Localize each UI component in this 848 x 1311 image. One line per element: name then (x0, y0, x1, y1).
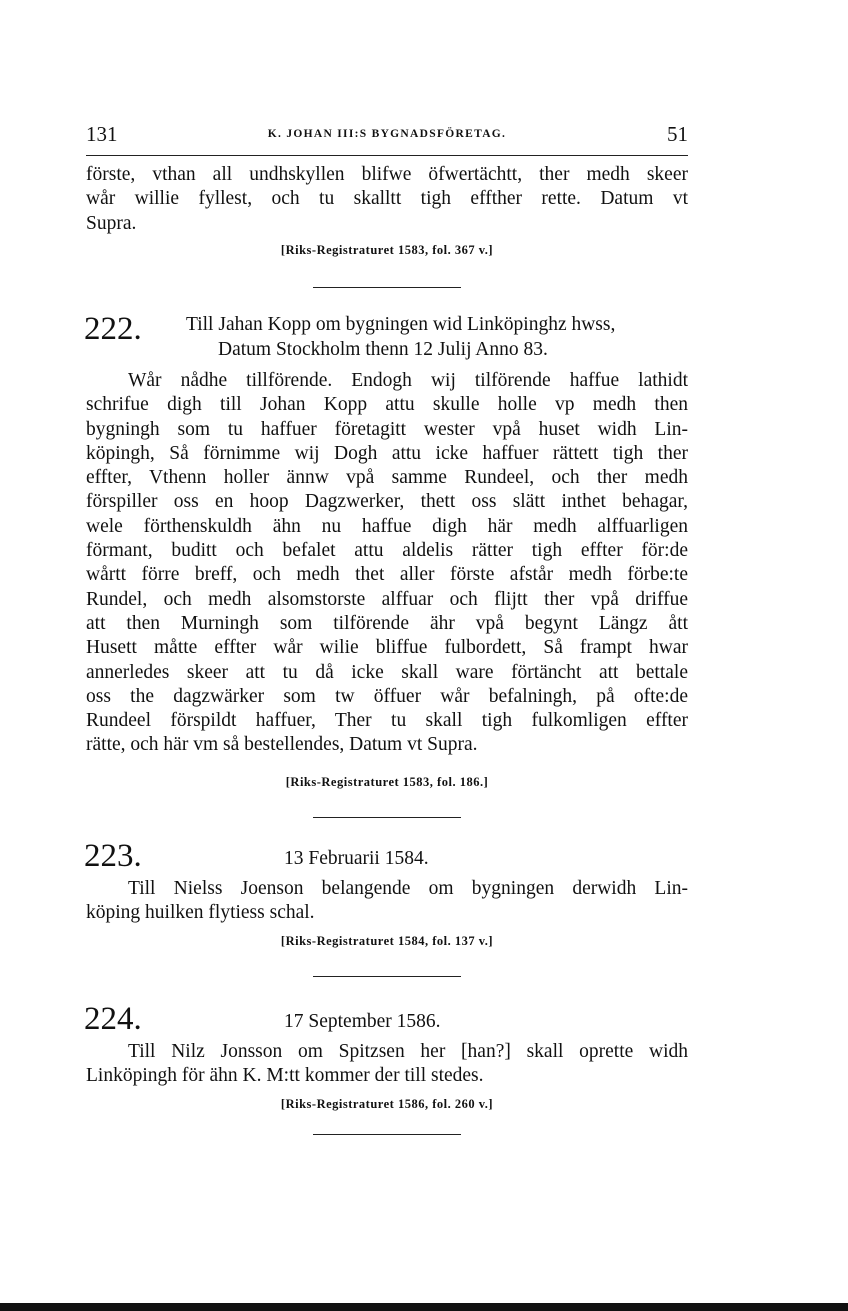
text-line: Till Nilz Jonsson om Spitzsen her [han?] skall oprette widh (128, 1041, 688, 1062)
text-line: Rundel, och medh alsomstorste alffuar och flijtt ther vpå driffue (86, 588, 688, 610)
source-citation: [Riks-Registraturet 1583, fol. 186.] (285, 775, 489, 789)
entry-body (86, 369, 688, 758)
text-line: att then Murningh som tilförende ähr vpå begynt Längz ått (86, 612, 688, 634)
section-divider (313, 1134, 461, 1135)
entry-body (86, 1040, 688, 1089)
text-line: förspiller oss en hoop Dagzwerker, thett oss slätt inthet behagar, (86, 491, 688, 513)
text-line: Wår nådhe tillförende. Endogh wij tilförende haffue lathidt (128, 370, 688, 391)
text-line: effter, Vthenn holler ännw vpå samme Rundeel, och ther medh (86, 467, 688, 489)
entry-number: 223. (84, 838, 142, 874)
header-rule (86, 155, 688, 156)
page-header (86, 122, 688, 150)
section-divider (313, 976, 461, 977)
entry-title-line: Datum Stockholm thenn 12 Julij Anno 83. (218, 339, 548, 360)
page-number-left: 131 (86, 122, 118, 146)
running-head: K. JOHAN III:S BYGNADSFÖRETAG. (267, 128, 507, 140)
text-line: förmant, buditt och befalet attu aldelis rätter tigh effter för:de (86, 540, 688, 562)
text-line: rätte, och här vm så bestellendes, Datum vt Supra. (86, 734, 478, 756)
text-line: wele förthenskuldh ähn nu haffue digh här medh alffuarligen (86, 515, 688, 537)
text-line: Rundeel förspildt haffuer, Ther tu skall tigh fulkomligen effter (86, 710, 688, 732)
text-line: schrifue digh till Johan Kopp attu skulle holle vp medh then (86, 394, 688, 416)
text-line: bygningh som tu haffuer företagitt wester vpå huset widh Lin- (86, 418, 688, 440)
source-citation: [Riks-Registraturet 1583, fol. 367 v.] (280, 243, 494, 257)
entry-body (86, 877, 688, 926)
text-line: wår willie fyllest, och tu skalltt tigh effther rette. Datum vt (86, 188, 688, 210)
section-divider (313, 287, 461, 288)
text-line: wårtt förre breff, och medh thet aller förste afstår medh förbe:te (86, 564, 688, 586)
page-number-right: 51 (667, 122, 688, 146)
text-line: köpingh, Så förnimme wij Dogh attu icke haffuer rättett tigh ther (86, 442, 688, 464)
entry-title-line: Till Jahan Kopp om bygningen wid Linköpinghz hwss, (186, 314, 616, 335)
text-line: Supra. (86, 212, 137, 234)
text-line: Till Nielss Joenson belangende om bygningen derwidh Lin- (128, 878, 688, 899)
text-line: Husett måtte effter wår wilie bliffue fulbordett, Så frampt hwar (86, 637, 688, 659)
text-line: Linköpingh för ähn K. M:tt kommer der till stedes. (86, 1065, 484, 1087)
source-citation: [Riks-Registraturet 1584, fol. 137 v.] (280, 934, 494, 948)
text-line: förste, vthan all undhskyllen blifwe öfwertächtt, ther medh skeer (86, 164, 688, 185)
text-line: köping huilken flytiess schal. (86, 902, 315, 924)
entry-number: 224. (84, 1001, 142, 1037)
entry-title-line: 17 September 1586. (284, 1011, 441, 1032)
text-line: annerledes skeer att tu då icke skall ware förtäncht att bettale (86, 661, 688, 683)
entry-number: 222. (84, 311, 142, 347)
section-divider (313, 817, 461, 818)
continuation-text (86, 163, 688, 236)
entry-title-line: 13 Februarii 1584. (284, 848, 429, 869)
source-citation: [Riks-Registraturet 1586, fol. 260 v.] (280, 1097, 494, 1111)
text-line: oss the dagzwärker som tw öffuer wår befalningh, på ofte:de (86, 685, 688, 707)
scan-edge-bar (0, 1303, 848, 1311)
